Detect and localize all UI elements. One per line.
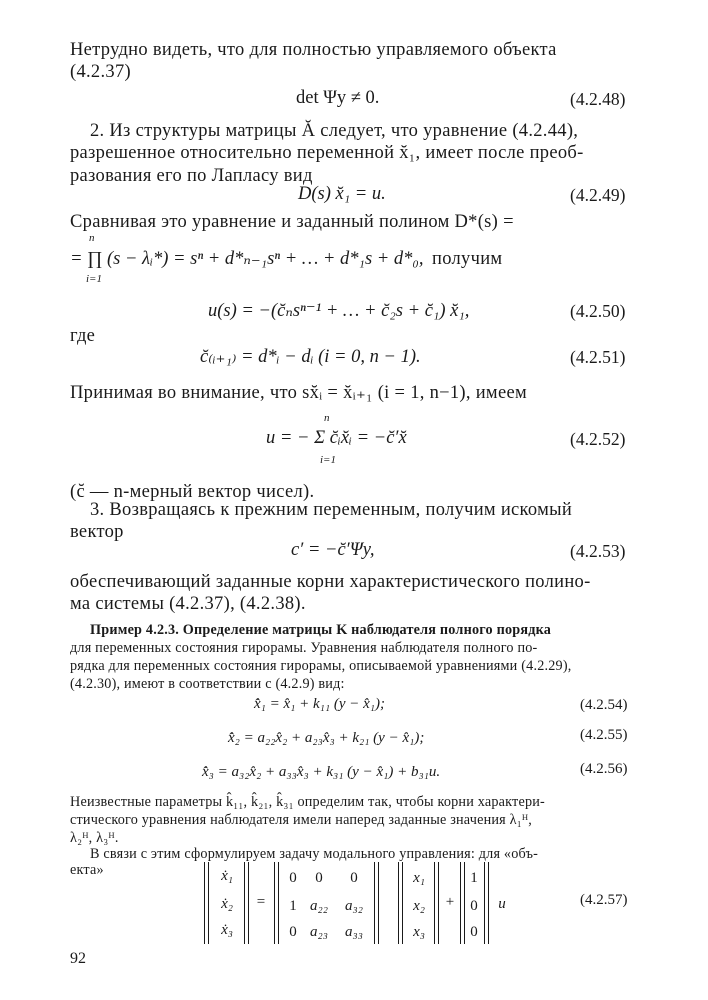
bracket-bar — [244, 862, 245, 944]
text-line-6: Сравнивая это уравнение и заданный полином D*(s) = — [70, 212, 514, 232]
matrix-cell: 1 — [289, 898, 297, 914]
eq-number-4-2-49: (4.2.49) — [570, 185, 626, 205]
product-lower-limit: i=1 — [86, 273, 102, 285]
eq-number-4-2-52: (4.2.52) — [570, 429, 626, 449]
example-line-2: для переменных состояния гирорамы. Уравнения наблюдателя полного по- — [70, 640, 538, 656]
text-line-13: обеспечивающий заданные корни характеристического полино- — [70, 572, 591, 592]
example-heading: Пример 4.2.3. Определение матрицы K наблюдателя полного порядка — [90, 622, 552, 638]
text-line-10: (c̆ — n-мерный вектор чисел). — [70, 482, 315, 502]
matrix-cell: 0 — [289, 870, 297, 886]
text-line-12: вектор — [70, 522, 124, 542]
matrix-cell: 0 — [350, 870, 358, 886]
text-line-14: ма системы (4.2.37), (4.2.38). — [70, 594, 306, 614]
bracket-bar — [464, 862, 465, 944]
small-line-3: λ₂ᴴ, λ₃ᴴ. — [70, 830, 119, 846]
text-line-1 — [70, 40, 635, 61]
equals-sign: = — [256, 894, 266, 910]
eq-number-4-2-54: (4.2.54) — [580, 697, 628, 713]
text-line-2: (4.2.37) — [70, 62, 131, 82]
equation-4-2-49: D(s) x̆₁ = u. — [298, 184, 386, 204]
small-line-1: Неизвестные параметры k̂₁₁, k̂₂₁, k̂₃₁ определим так, чтобы корни характери- — [70, 794, 545, 810]
equation-4-2-50: u(s) = −(c̆ₙsⁿ⁻¹ + … + c̆₂s + c̆₁) x̆₁, — [208, 301, 470, 321]
text-line-5: разования его по Лапласу вид — [70, 166, 313, 186]
text-line-8: где — [70, 326, 96, 346]
bracket-bar — [398, 862, 399, 944]
text-line-3: 2. Из структуры матрицы Ă следует, что уравнение (4.2.44), — [90, 121, 579, 141]
example-line-3: рядка для переменных состояния гирорамы, описываемой уравнениями (4.2.29), — [70, 658, 572, 674]
control-u: u — [498, 896, 506, 912]
vector-entry: x₃ — [413, 924, 425, 940]
sum-lower-limit: i=1 — [320, 454, 336, 466]
plus-sign: + — [445, 894, 455, 910]
bracket-bar — [378, 862, 379, 944]
vector-entry: ẋ₁ — [221, 868, 233, 884]
small-line-4: В связи с этим сформулируем задачу модального управления: для «объ- — [90, 846, 539, 862]
bracket-bar — [204, 862, 205, 944]
text-line-7: получим — [432, 249, 503, 269]
eq-number-4-2-55: (4.2.55) — [580, 727, 628, 743]
matrix-cell: a₃₃ — [345, 924, 363, 940]
bracket-bar — [274, 862, 275, 944]
vector-entry: 0 — [470, 924, 478, 940]
matrix-cell: a₂₃ — [310, 924, 328, 940]
page-number: 92 — [70, 950, 86, 967]
bracket-bar — [374, 862, 375, 944]
equation-4-2-51: c̆₍ᵢ₊₁₎ = d*ᵢ − dᵢ (i = 0, n − 1). — [200, 347, 421, 367]
text: Нетрудно видеть, что для полностью управляемого объекта — [70, 40, 557, 60]
bracket-bar — [248, 862, 249, 944]
equation-polynomial: = ∏ (s − λᵢ*) = sⁿ + d*ₙ₋₁sⁿ + … + d*₁s + d*₀, — [70, 249, 424, 269]
equation-4-2-55: x̂̇₂ = a₂₂x̂₂ + a₂₃x̂₃ + k₂₁ (y − x̂₁); — [228, 730, 425, 746]
equation-4-2-48: det Ψy ≠ 0. — [296, 88, 380, 108]
equation-4-2-54: x̂̇₁ = x̂₁ + k₁₁ (y − x̂₁); — [254, 696, 385, 712]
sum-upper-limit: n — [324, 412, 330, 424]
bracket-bar — [438, 862, 439, 944]
small-line-5: екта» — [70, 862, 104, 878]
text-line-9: Принимая во внимание, что sx̆ᵢ = x̆ᵢ₊₁ (i = 1, n−1), имеем — [70, 383, 527, 403]
vector-entry: 1 — [470, 870, 478, 886]
bracket-bar — [484, 862, 485, 944]
matrix-cell: a₂₂ — [310, 898, 328, 914]
vector-entry: x₁ — [413, 870, 425, 886]
eq-number-4-2-50: (4.2.50) — [570, 301, 626, 321]
vector-entry: 0 — [470, 898, 478, 914]
equation-4-2-53: c′ = −c̆′Ψy, — [291, 540, 375, 560]
bracket-bar — [460, 862, 461, 944]
matrix-equation-4-2-57 — [204, 862, 524, 944]
example-line-4: (4.2.30), имеют в соответствии с (4.2.9) вид: — [70, 676, 345, 692]
eq-number-4-2-56: (4.2.56) — [580, 761, 628, 777]
product-upper-limit: n — [89, 232, 95, 244]
vector-entry: ẋ₃ — [221, 922, 233, 938]
matrix-cell: 0 — [315, 870, 323, 886]
matrix-cell: a₃₂ — [345, 898, 363, 914]
equation-4-2-56: x̂̇₃ = a₃₂x̂₂ + a₃₃x̂₃ + k₃₁ (y − x̂₁) + b₃₁u. — [202, 764, 441, 780]
bracket-bar — [402, 862, 403, 944]
text-line-11: 3. Возвращаясь к прежним переменным, получим искомый — [90, 500, 573, 520]
eq-number-4-2-51: (4.2.51) — [570, 347, 626, 367]
eq-number-4-2-53: (4.2.53) — [570, 541, 626, 561]
bracket-bar — [208, 862, 209, 944]
vector-entry: ẋ₂ — [221, 896, 233, 912]
eq-number-4-2-57: (4.2.57) — [580, 892, 628, 908]
vector-entry: x₂ — [413, 898, 425, 914]
bracket-bar — [488, 862, 489, 944]
bracket-bar — [278, 862, 279, 944]
equation-4-2-52: u = − Σ c̆ᵢx̆ᵢ = −c̆′x̆ — [266, 428, 407, 448]
eq-number-4-2-48: (4.2.48) — [570, 89, 626, 109]
small-line-2: стического уравнения наблюдателя имели наперед заданные значения λ₁ᴴ, — [70, 812, 533, 828]
text-line-4: разрешенное относительно переменной x̆₁, имеет после преоб- — [70, 143, 584, 163]
matrix-cell: 0 — [289, 924, 297, 940]
bracket-bar — [434, 862, 435, 944]
